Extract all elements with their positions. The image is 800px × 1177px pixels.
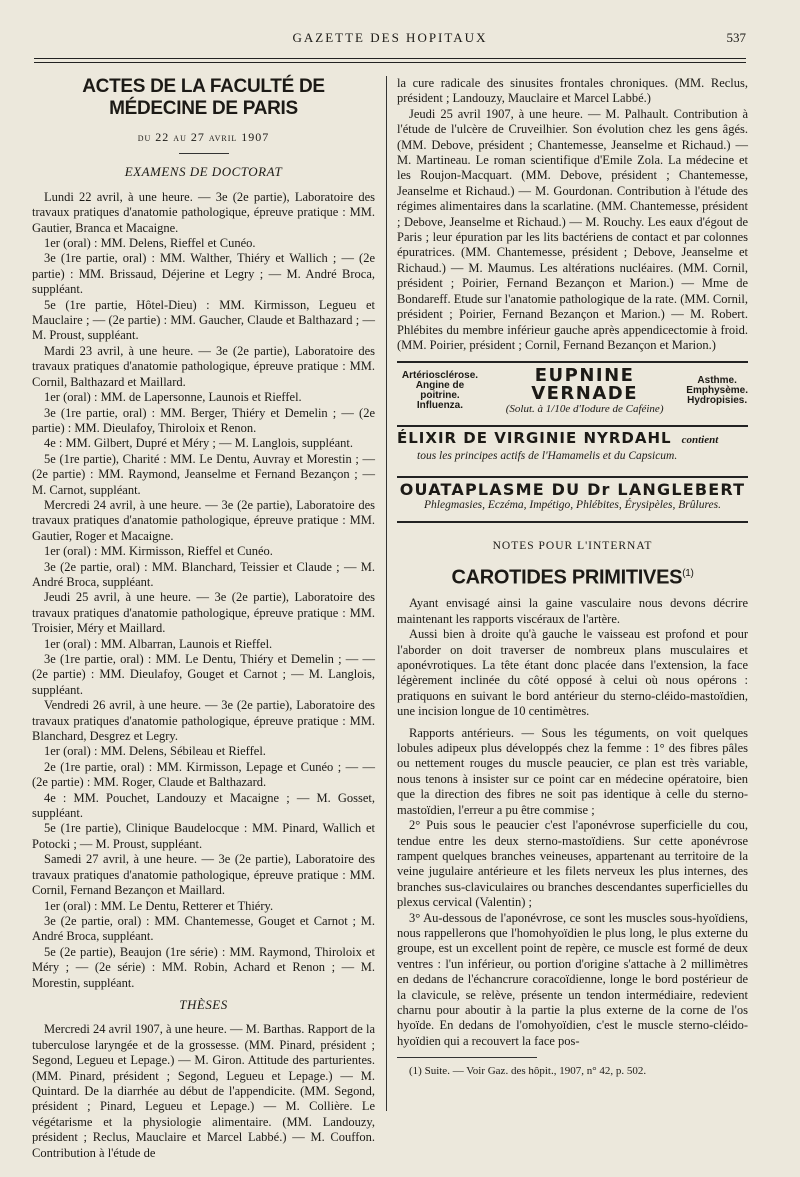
ad-text: contient xyxy=(681,434,719,447)
article-para: Aussi bien à droite qu'à gauche le vaisseau est profond et pour l'aborder on doit traverser de nombreux plans musculaires et aponévrotiques. La tête étant donc placée dans l'extension, la face légèrement inclinée du côté opposé à celui où nous opérons : pratiquons en suivant le bord antérieur du sterno-cléido-mastoïdien, une incision longue de 10 centimètres. xyxy=(397,627,748,719)
ad-bottom-rule xyxy=(397,521,748,523)
section-dates: du 22 au 27 avril 1907 xyxy=(137,130,270,144)
journal-title: GAZETTE DES HOPITAUX xyxy=(292,30,488,45)
examen-para: 5e (2e partie), Beaujon (1re série) : MM. Raymond, Thiroloix et Méry ; — (2e série) : MM. Robin, Achard et Renon ; — M. Morestin, suppléant. xyxy=(32,944,375,990)
examen-para: 1er (oral) : MM. de Lapersonne, Launois et Rieffel. xyxy=(44,390,302,405)
ad-eupnine-left xyxy=(397,371,483,411)
ad-brand-name: EUPNINE VERNADE xyxy=(531,365,639,405)
ad-text: Angine de poitrine. xyxy=(415,380,465,402)
ad-brand-name: OUATAPLASME DU Dr LANGLEBERT xyxy=(399,480,746,500)
examen-para: 3e (1re partie, oral) : MM. Walther, Thiéry et Wallich ; — (2e partie) : MM. Brissaud, Déjerine et Legry ; — M. André Broca, suppléant. xyxy=(32,251,375,297)
examen-para: 3e (1re partie, oral) : MM. Le Dentu, Thiéry et Demelin ; — — (2e partie) : MM. Dieulafoy, Gouget et Carnot ; — M. Langlois, suppléant. xyxy=(32,652,375,697)
page-number: 537 xyxy=(726,30,746,45)
examen-para: Lundi 22 avril, à une heure. — 3e (2e partie), Laboratoire des travaux pratiques d'anatomie pathologique, épreuve pratique : MM. Gautier, Branca et Macaigne. xyxy=(32,189,375,235)
examen-para: 1er (oral) : MM. Delens, Rieffel et Cunéo. xyxy=(44,236,256,251)
ad-subtitle: tous les principes actifs de l'Hamamelis et du Capsicum. xyxy=(417,449,678,462)
ad-eupnine xyxy=(397,361,748,419)
ad-eupnine-right xyxy=(686,376,748,406)
examen-para: 1er (oral) : MM. Delens, Sébileau et Rieffel. xyxy=(44,744,266,759)
theses-para: Mercredi 24 avril 1907, à une heure. — M. Barthas. Rapport de la tuberculose laryngée et de la grossesse. (MM. Pinard, président ; Segond, Legueu et Lepage.) — M. Giron. Attitude des parturientes. (MM. Pinard, président ; Segond, Legueu et Lepage.) — M. Quintard. De la diarrhée au début de l'appendicite. (MM. Segond, président ; Pinard, Legueu et Lepage.) — M. Collière. Le végétarisme et la physiologie alimentaire. (MM. Landouzy, président ; Reclus, Mauclaire et Marcel Labbé.) — M. Couffon. Contribution à l'étude de xyxy=(32,1022,375,1160)
page-header xyxy=(34,30,746,50)
article-title-text: CAROTIDES PRIMITIVES xyxy=(451,567,683,589)
short-divider xyxy=(179,153,229,154)
article-para: 2° Puis sous le peaucier c'est l'aponévrose superficielle du cou, tendue entre les deux sterno-mastoïdiens. Sur cette aponévrose rampent quelques branches veineuses, appartenant au territoire de la veine jugulaire antérieure et les filets nerveux les plus internes, des branches sus-claviculaires ou branches descendantes superficielles du plexus cervical (Valentin) ; xyxy=(397,818,748,910)
ad-text: Influenza. xyxy=(416,400,464,412)
examen-para: 1er (oral) : MM. Kirmisson, Rieffel et Cunéo. xyxy=(44,544,273,559)
examen-para: 5e (1re partie), Charité : MM. Le Dentu, Auvray et Morestin ; — (2e partie) : MM. Raymond, Jeanselme et Fernand Bezançon ; — M. Carnot, suppléant. xyxy=(32,451,375,497)
header-rule-top xyxy=(34,58,746,59)
examen-para: 3e (1re partie, oral) : MM. Berger, Thiéry et Demelin ; — (2e partie) : MM. Dieulafoy, Thiroloix et Renon. xyxy=(32,405,375,435)
ad-elixir-line1 xyxy=(397,431,748,448)
ad-text: Asthme. xyxy=(697,375,737,387)
article-para: 3° Au-dessous de l'aponévrose, ce sont les muscles sous-hyoïdiens, nous rappellerons que l'homohyoïdien le plus long, le plus externe du groupe, est un excellent point de repère, ce muscle est formé de deux ventres : l'un inférieur, ou portion d'origine s'attache à 2 millimètres en dedans de l'échancrure coracoïdienne, longe le bord postérieur de la clavicule, se relève, présente un tendon intermédiaire, redevient charnu pour aboutir à la partie la plus externe de la corne de l'os hyoïde. En dedans de l'omohyoïdien, c'est le muscle sterno-cléido-hyoïdien qui a recouvert la face pos- xyxy=(397,910,748,1048)
footnote: (1) Suite. — Voir Gaz. des hôpit., 1907, n° 42, p. 502. xyxy=(409,1065,647,1078)
examen-para: 4e : MM. Pouchet, Landouzy et Macaigne ; — M. Gosset, suppléant. xyxy=(32,790,375,821)
examens-list xyxy=(32,190,375,991)
ad-text: Artériosclérose. xyxy=(401,370,479,382)
ad-brand-name: ÉLIXIR DE VIRGINIE NYRDAHL xyxy=(397,429,672,448)
ad-eupnine-center xyxy=(483,367,686,415)
examen-para: 1er (oral) : MM. Albarran, Launois et Rieffel. xyxy=(44,636,273,651)
header-rule-bottom xyxy=(34,62,746,63)
ad-elixir xyxy=(397,425,748,468)
examen-para: Mardi 23 avril, à une heure. — 3e (2e partie), Laboratoire des travaux pratiques d'anatomie pathologique, épreuve pratique : MM. Cornil, Balthazard et Maillard. xyxy=(32,343,375,389)
ad-text: Hydropisies. xyxy=(687,395,748,407)
article-para: Ayant envisagé ainsi la gaine vasculaire nous devons décrire maintenant les rapports viscéraux de l'artère. xyxy=(397,596,748,626)
continued-para: la cure radicale des sinusites frontales chroniques. (MM. Reclus, président ; Landouzy, Mauclaire et Marcel Labbé.) xyxy=(397,76,748,106)
examen-para: 2e (1re partie, oral) : MM. Kirmisson, Lepage et Cunéo ; — — (2e partie) : MM. Roger, Claude et Balthazard. xyxy=(32,759,375,790)
examen-para: Vendredi 26 avril, à une heure. — 3e (2e partie), Laboratoire des travaux pratiques d'anatomie pathologique, épreuve pratique : MM. Blanchard, Desgrez et Legry. xyxy=(32,698,375,744)
section-title: ACTES DE LA FACULTÉ DE MÉDECINE DE PARIS xyxy=(82,76,325,119)
notes-heading: NOTES POUR L'INTERNAT xyxy=(492,539,653,552)
examen-para: Jeudi 25 avril, à une heure. — 3e (2e partie), Laboratoire des travaux pratiques d'anatomie pathologique, épreuve pratique : MM. Troisier, Méry et Maillard. xyxy=(32,590,375,636)
examen-para: 4e : MM. Gilbert, Dupré et Méry ; — M. Langlois, suppléant. xyxy=(44,436,353,451)
right-column xyxy=(397,76,748,1080)
theses-jeudi-para: Jeudi 25 avril 1907, à une heure. — M. Palhault. Contribution à l'étude de l'ulcère de Cruveilhier. Son évolution chez les gens âgés. (MM. Debove, président ; Chantemesse, Jeanselme et Richaud.) — M. Martineau. Le roman scientifique d'Emile Zola. La médecine et les Roujon-Macquart. (MM. Debove, président ; Chantemesse, Jeanselme et Richaud.) — M. Gourdonan. Contribution à l'étude des régimes alimentaires dans la scarlatine. (MM. Chantemesse, président ; Debove, Jeanselme et Richaud.) — M. Rouchy. Les eaux d'égout de Paris ; leur épuration par les lits bactériens de contact et par colonnes épuratrices. (MM. Chantemesse, président ; Debove, Jeanselme et Richaud.) — M. Maumus. Les altérations nucléaires. (MM. Cornil, président ; Poirier, Fernand Bezançon et Marion.) — Mme de Bondareff. Etude sur l'anatomie pathologique de la rate. (MM. Cornil, président ; Poirier, Fernand Bezançon et Marion.) — M. Robert. Phlébites du membre inférieur gauche après appendicectomie à froid. (MM. Poirier, président ; Cornil, Fernand Bezançon et Marion.) xyxy=(397,106,748,352)
examen-para: 5e (1re partie), Clinique Baudelocque : MM. Pinard, Wallich et Potocki ; — M. Proust, suppléant. xyxy=(32,821,375,851)
examen-para: 5e (1re partie, Hôtel-Dieu) : MM. Kirmisson, Legueu et Mauclaire ; — (2e partie) : MM. Gaucher, Claude et Balthazard ; — M. Proust, suppléant. xyxy=(32,297,375,343)
ad-ouataplasme xyxy=(397,476,748,517)
column-separator xyxy=(386,76,387,1111)
subheading-theses: THÈSES xyxy=(179,996,228,1012)
article-title xyxy=(397,566,748,589)
examen-para: 1er (oral) : MM. Le Dentu, Retterer et Thiéry. xyxy=(44,898,274,913)
subheading-examens: EXAMENS DE DOCTORAT xyxy=(124,164,283,180)
examen-para: Mercredi 24 avril, à une heure. — 3e (2e partie), Laboratoire des travaux pratiques d'anatomie pathologique, épreuve pratique : MM. Gautier, Roger et Macaigne. xyxy=(32,497,375,543)
ad-subtitle: Phlegmasies, Eczéma, Impétigo, Phlébites, Érysipèles, Brûlures. xyxy=(424,498,721,511)
left-column xyxy=(32,76,375,1161)
examen-para: 3e (2e partie, oral) : MM. Chantemesse, Gouget et Carnot ; M. André Broca, suppléant. xyxy=(32,913,375,944)
ad-subtitle: (Solut. à 1/10e d'Iodure de Caféine) xyxy=(505,403,664,416)
footnote-mark: (1) xyxy=(682,568,694,580)
ad-text: Emphysème. xyxy=(686,385,748,397)
article-para: Rapports antérieurs. — Sous les téguments, on voit quelques lobules adipeux plus développés chez la femme : 1° des fibres pâles ou nettement rouges du muscle peaucier, ce plan est très variable, nous tenons à insister sur ce point car en médecine opératoire, bien que la direction des fibres ne soit pas identique à celle du sterno-mastoïdien, l'erreur a pu être commise ; xyxy=(397,725,748,817)
examen-para: 3e (2e partie, oral) : MM. Blanchard, Teissier et Claude ; — M. André Broca, suppléant. xyxy=(32,559,375,589)
footnote-rule xyxy=(397,1057,537,1058)
examen-para: Samedi 27 avril, à une heure. — 3e (2e partie), Laboratoire des travaux pratiques d'anatomie pathologique, épreuve pratique : MM. Cornil, Fernand Bezançon et Maillard. xyxy=(32,852,375,898)
